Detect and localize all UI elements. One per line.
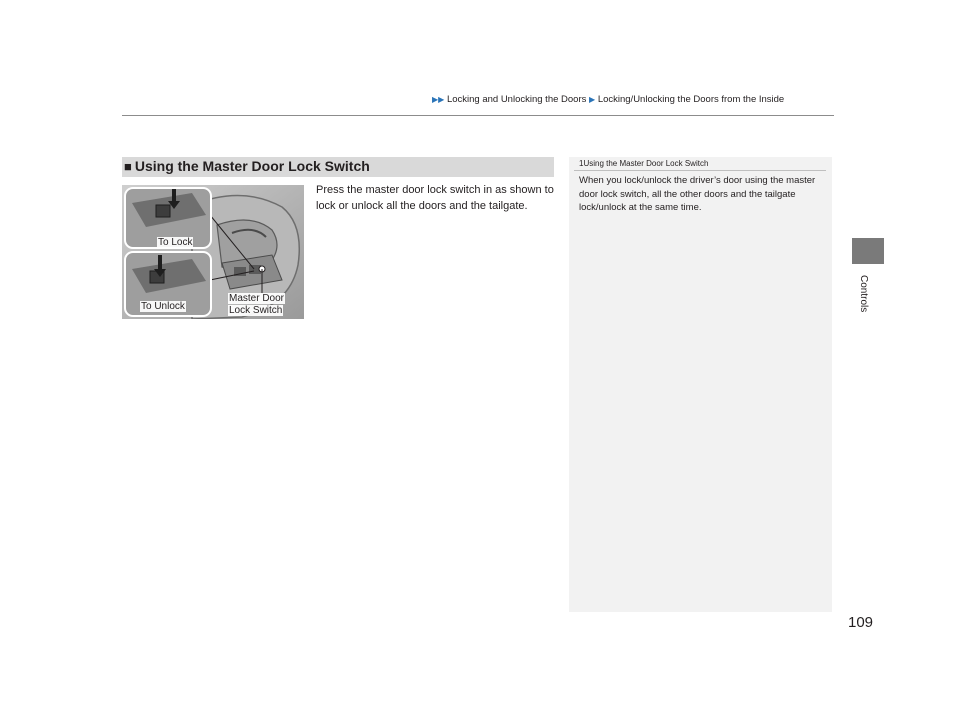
to-unlock-label: To Unlock [141,301,185,312]
breadcrumb-level-2: Locking/Unlocking the Doors from the Inside [597,94,785,105]
breadcrumb-level-1: Locking and Unlocking the Doors [446,94,587,105]
sidebar-note-box [569,157,832,612]
breadcrumb [432,94,784,105]
breadcrumb-separator-icon: ▶ [589,95,596,104]
chapter-tab-label: Controls [858,275,869,313]
chapter-tab-marker [852,238,884,264]
to-lock-label: To Lock [158,237,193,248]
section-title-text: Using the Master Door Lock Switch [134,158,370,174]
sidebar-rule [574,170,826,171]
sidebar-text: When you lock/unlock the driver’s door using the master door lock switch, all the other doors and the tailgate lock/unlock at the same time. [579,175,816,213]
breadcrumb-arrow-icon: ▶▶ [432,95,445,104]
section-title [124,158,370,174]
sidebar-heading [579,159,708,168]
page-number: 109 [848,614,874,631]
master-switch-label-line1: Master Door [229,293,285,304]
header-rule [122,115,834,116]
master-switch-label-line2: Lock Switch [229,305,283,316]
master-door-lock-figure [122,185,304,319]
section-marker-icon: ■ [124,159,132,174]
sidebar-heading-text: Using the Master Door Lock Switch [583,159,709,168]
sidebar-ref-number: 1 [579,159,584,168]
body-paragraph: Press the master door lock switch in as shown to lock or unlock all the doors and the tailgate. [316,184,554,212]
